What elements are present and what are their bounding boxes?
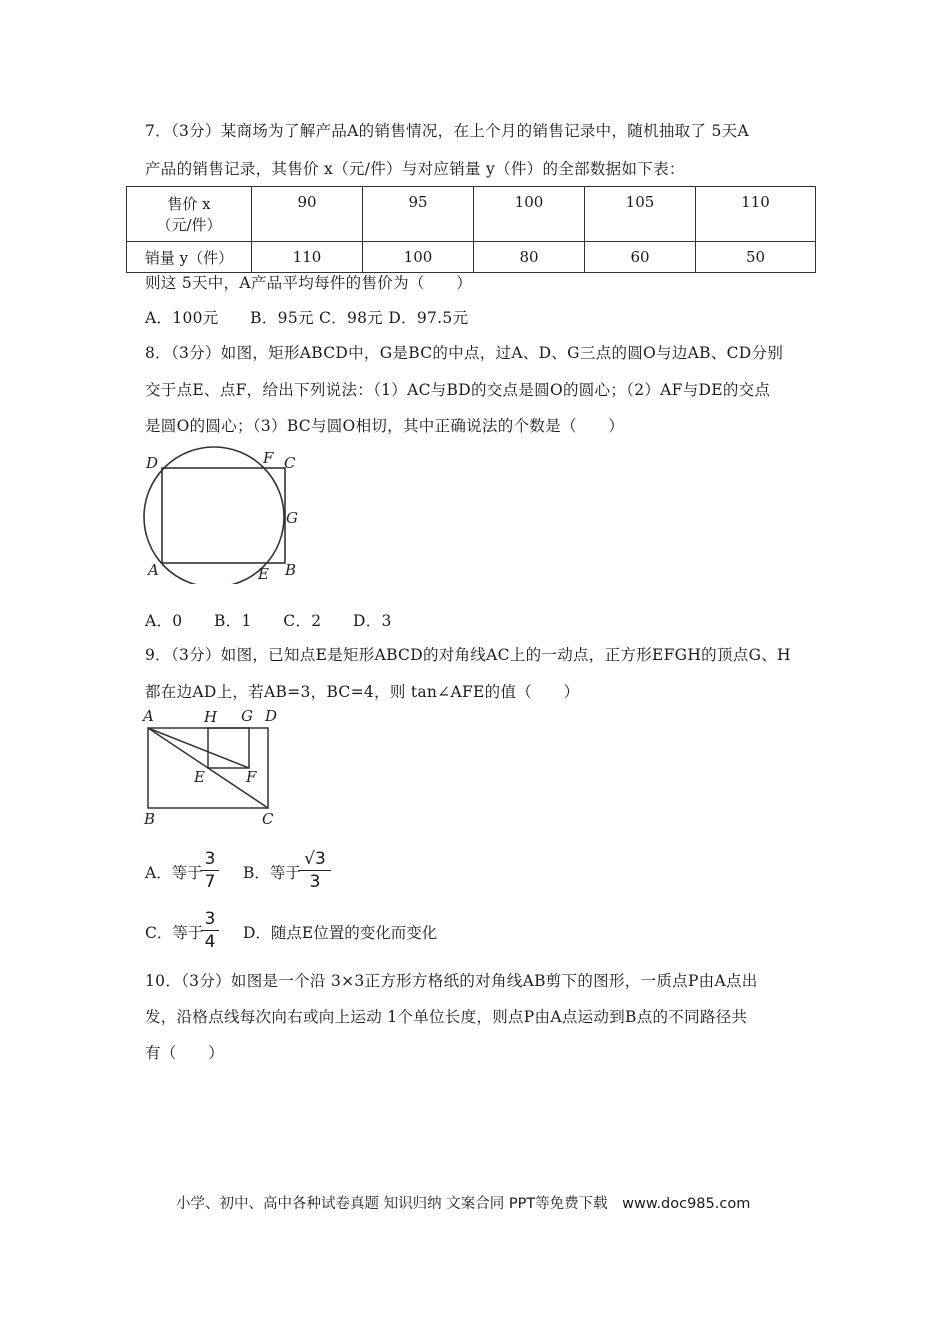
q9-option-c-fraction [201, 909, 219, 952]
fraction-denominator: 7 [204, 872, 216, 892]
label-h: H [204, 708, 218, 726]
q9-option-c-label: C．等于 [145, 924, 204, 942]
table-row [127, 242, 816, 273]
q9-option-a-fraction [201, 849, 219, 892]
table-cell: 100 [474, 187, 585, 242]
header-price-line1: 售价 x [167, 195, 211, 213]
q9-option-b-label: B．等于 [243, 864, 301, 882]
q9-figure [138, 706, 288, 832]
q10-text-line2: 发，沿格点线每次向右或向上运动 1个单位长度，则点P由A点运动到B点的不同路径共 [145, 1008, 748, 1026]
rectangle-abcd [162, 468, 285, 563]
fraction-denominator: 4 [204, 932, 216, 952]
q8-text-line3: 是圆O的圆心；（3）BC与圆O相切，其中正确说法的个数是（ ） [145, 417, 625, 435]
table-cell: 60 [585, 242, 696, 273]
label-g: G [286, 509, 298, 527]
table-row [127, 187, 816, 242]
table-cell: 80 [474, 242, 585, 273]
header-price-line2: （元/件） [156, 216, 222, 234]
q10-text-line3: 有（ ） [145, 1044, 225, 1062]
label-d: D [265, 707, 278, 725]
table-cell: 50 [696, 242, 816, 273]
q9-text-line2: 都在边AD上，若AB=3，BC=4，则 tan∠AFE的值（ ） [145, 683, 580, 701]
q9-option-b-fraction [299, 849, 331, 892]
label-b: B [285, 561, 297, 579]
table-cell: 105 [585, 187, 696, 242]
q8-text-line1: 8．（3分）如图，矩形ABCD中，G是BC的中点，过A、D、G三点的圆O与边AB、CD分别 [145, 344, 784, 362]
table-cell: 100 [363, 242, 474, 273]
label-e: E [258, 565, 269, 583]
q8-figure [138, 444, 308, 584]
q9-option-a-label: A．等于 [145, 864, 203, 882]
label-g: G [241, 707, 253, 725]
q7-options: A．100元 B．95元 C．98元 D．97.5元 [145, 309, 469, 327]
fraction-bar [299, 870, 331, 871]
fraction-bar [201, 930, 219, 931]
q7-question: 则这 5天中，A产品平均每件的售价为（ ） [145, 274, 473, 292]
footer-text: 小学、初中、高中各种试卷真题 知识归纳 文案合同 PPT等免费下载 www.doc985.com [176, 1196, 751, 1212]
table-cell: 110 [252, 242, 363, 273]
label-d: D [146, 454, 159, 472]
fraction-numerator: 3 [204, 849, 216, 869]
q7-text-line1: 7．（3分）某商场为了解产品A的销售情况，在上个月的销售记录中，随机抽取了 5天A [145, 122, 749, 140]
label-a: A [143, 707, 154, 725]
label-c: C [284, 454, 296, 472]
label-b: B [144, 810, 156, 828]
sales-table [126, 186, 816, 273]
q9-option-d: D．随点E位置的变化而变化 [243, 924, 438, 942]
fraction-numerator: √3 [304, 849, 326, 869]
q9-text-line1: 9．（3分）如图，已知点E是矩形ABCD的对角线AC上的一动点，正方形EFGH的顶点G、H [145, 646, 791, 664]
table-cell: 90 [252, 187, 363, 242]
fraction-denominator: 3 [309, 872, 321, 892]
table-header-price [127, 187, 252, 242]
label-f: F [246, 768, 257, 786]
table-cell: 110 [696, 187, 816, 242]
label-a: A [148, 561, 159, 579]
label-c: C [262, 810, 274, 828]
q8-text-line2: 交于点E、点F，给出下列说法：（1）AC与BD的交点是圆O的圆心；（2）AF与DE的交点 [145, 381, 771, 399]
square-efgh [208, 728, 249, 768]
label-e: E [194, 768, 205, 786]
table-header-quantity: 销量 y（件） [127, 242, 252, 273]
q10-text-line1: 10．（3分）如图是一个沿 3×3正方形方格纸的对角线AB剪下的图形，一质点P由A点出 [145, 972, 758, 990]
fraction-bar [201, 870, 219, 871]
fraction-numerator: 3 [204, 909, 216, 929]
label-f: F [263, 449, 274, 467]
q7-text-line2: 产品的销售记录，其售价 x（元/件）与对应销量 y（件）的全部数据如下表： [145, 160, 685, 178]
table-cell: 95 [363, 187, 474, 242]
q8-options: A．0 B．1 C．2 D．3 [145, 612, 392, 630]
